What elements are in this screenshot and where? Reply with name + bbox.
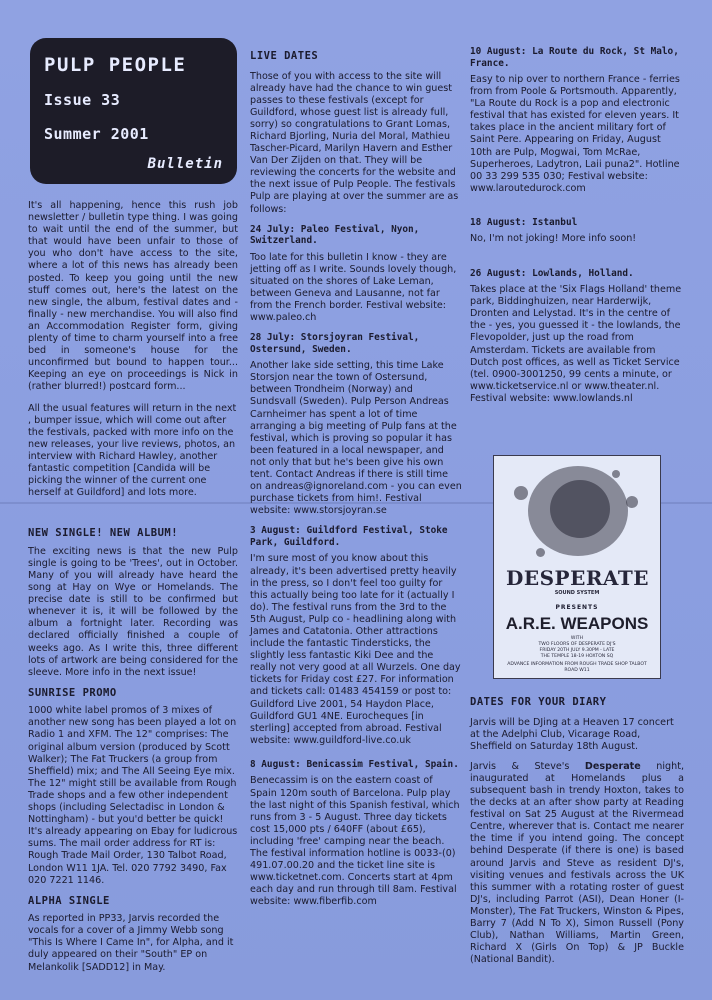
live-dates-intro: Those of you with access to the site will already have had the chance to win guest passes to these festivals (except for Guildford, whose guest list is already full, sorry) so congratulations to Grant Lomas, Richard Bjorling, Nuria del Moral, Mathieu Tascher-Picard, Marilyn Havern and Esther Van Der Zijden on that. They will be reviewing the concerts for the website and the next issue of Pulp People. The festivals Pulp are playing at over the summer are as follows: (250, 70, 459, 215)
diary-text: night, inaugurated at Homelands plus a subsequent bash in trendy Hoxton, takes to the decks at an after show party at Reading festival on Sat 25 August at the Rivermead Centre, wherever that is. Contact me nearer the time if you intend going. The concept behind Desperate (if there is one) is based around Jarvis and Steve as resident DJ's, visiting venues and festivals across the UK this summer with a rotating roster of guest DJ's, including Parrot (ASI), Dean Honer (I-Monster), The Fat Truckers, Winston & Pipes, Barry 7 (Add N To X), Simon Russell (Pony Club), Nathan Williams, Martin Green, Richard X (Girls On Top) & JP Buckle (National Bandit). (470, 760, 684, 966)
guildford-heading: 3 August: Guildford Festival, Stoke Park, Guildford. (250, 525, 448, 548)
poster-line: ADVANCE INFORMATION FROM ROUGH TRADE SHOP TALBOT ROAD W11 (507, 662, 647, 673)
ink-splatter (612, 470, 620, 478)
storsjoyran-body: Another lake side setting, this time Lake Storsjon near the town of Ostersund, between Trondheim (Norway) and Sundsvall (Sweden). Pulp Person Andreas Carnheimer has spent a lot of time arranging a big meeting of Pulp fans at the festival, which is proving so popular it has been featured in a local newspaper, and not only that but he's been give his own tent. Contact Andreas if there is still time on andreas@ignoreland.com - you can even purchase tickets from him!. Festival website: www.storsjoyran.se (250, 360, 462, 517)
istanbul-body: No, I'm not joking! More info soon! (470, 233, 637, 245)
lowlands-body: Takes place at the 'Six Flags Holland' theme park, Biddinghuizen, near Harderwijk, Dronten and Lelystad. It's in the centre of the - yes, you guessed it - the lowlands, the Flevopolder, just up the road from Amsterdam. Tickets are available from Dutch post offices, as well as Ticket Service (tel. 0900-3001250, 99 cents a minute, or www.ticketservice.nl or www.theater.nl. Festival website: www.lowlands.nl (470, 284, 682, 404)
masthead (30, 38, 237, 184)
diary-heading: DATES FOR YOUR DIARY (470, 696, 607, 708)
benicassim-body: Benecassim is on the eastern coast of Spain 120m south of Barcelona. Pulp play the last night of this Spanish festival, which runs from 3 - 5 August. Three day tickets cost 15,000 pts / 640FF (about £65), including 'free' camping near the beach. The festival information hotline is 0033-(0) 491.07.00.20 and the ticket line site is www.ticketnet.com. Concerts start at 4pm each day and run through till 8am. Festival website: www.fiberfib.com (250, 775, 460, 908)
lowlands-heading: 26 August: Lowlands, Holland. (470, 267, 634, 279)
poster-brand-sub: SOUND SYSTEM (554, 590, 600, 596)
live-dates-heading: LIVE DATES (250, 50, 319, 62)
intro-paragraph-2: All the usual features will return in the next , bumper issue, which will come out after the festivals, packed with more info on the new releases, your live reviews, photos, an interview with Richard Hawley, another fantastic competition [Candida will be picking the winner of the current one herself at Guildford] and lots more. (28, 402, 237, 499)
route-du-rock-heading: 10 August: La Route du Rock, St Malo, France. (470, 46, 679, 69)
guildford-body: I'm sure most of you know about this already, it's been advertised pretty heavily in the press, so I don't feel too guilty for this actually being too late for it (actually I do). The festival runs from the 3rd to the 5th August, Pulp co - headlining along with James and Catatonia. Other attractions include the fantastic Tindersticks, the slightly less fantastic Kiki Dee and the really not very good at all Wurzels. One day tickets for Friday cost £27. For information and tickets call: 01483 454159 or post to: Guildford Live 2001, 54 Haydon Place, Guildford GU1 4NE. Eurocheques [in sterling] accepted from abroad. Festival website: www.guildford-live.co.uk (250, 553, 461, 746)
diary-text: Jarvis & Steve's (470, 760, 585, 772)
poster-presents: PRESENTS (555, 604, 599, 611)
poster-line: THE TEMPLE 18-19 HOXTON SQ (540, 654, 614, 659)
diary-paragraph-2 (470, 761, 684, 967)
intro-paragraph: It's all happening, hence this rush job newsletter / bulletin type thing. I was going to wait until the end of the summer, but that would have been unfair to those of you who don't have access to the site, where a lot of this news has already been posted. To keep you going until the new stuff comes out, here's the latest on the new single, the album, festival dates and - finally - new merchandise. You will also find an Accommodation Register form, giving plenty of time to charm yourself into a free bed in someone's house for the unconfirmed but bound to happen tour... Keeping an eye on proceedings is Nick in (rather blurred!) postcard form... (28, 200, 238, 393)
masthead-issue: Issue 33 (44, 91, 121, 109)
sunrise-body: 1000 white label promos of 3 mixes of another new song has been played a lot on Radio 1 and XFM. The 12" comprises: The original album version (produced by Scott Walker); The Fat Truckers (a group from Sheffield) mix; and The All Seeing Eye mix. The 12" might still be available from Rough Trade shops and a few other independent shops (including Selectadisc in London & Nottingham) - but you'd better be quick! It's already appearing on Ebay for ludicrous sums. The mail order address for RT is: Rough Trade Mail Order, 130 Talbot Road, London W11 1JA. Tel. 020 7792 3490, Fax 020 7221 1146. (28, 705, 238, 886)
diary-paragraph-1: Jarvis will be DJing at a Heaven 17 concert at the Adelphi Club, Vicarage Road, Sheffield on Saturday 18th August. (470, 716, 674, 752)
alpha-body: As reported in PP33, Jarvis recorded the vocals for a cover of a Jimmy Webb song "This Is Where I Came In", for Alpha, and it duly appeared on their "South" EP on Melankolik [SADD12] in May. (28, 913, 234, 973)
poster-act: A.R.E. WEAPONS (505, 614, 649, 633)
paleo-heading: 24 July: Paleo Festival, Nyon, Switzerland. (250, 223, 420, 247)
column-left (28, 200, 238, 974)
route-du-rock-body: Easy to nip over to northern France - ferries from from Poole & Portsmouth. Apparently, "La Route du Rock is a pop and electronic festival that has existed for eleven years. It takes place in the ancient military fort of Saint Pere. Appearing on Friday, August 10th are Pulp, Mogwai, Tom McRae, Superheroes, Ladytron, Laii puna2". Hotline 00 33 299 535 030; Festival website: www.laroutedurock.com (470, 74, 680, 194)
ink-splatter (536, 548, 545, 557)
paleo-body: Too late for this bulletin I know - they are jetting off as I write. Sounds lovely though, situated on the shores of Lake Leman, between Geneva and Lausanne, not far from the French border. Festival website: www.paleo.ch (250, 251, 457, 324)
istanbul-heading: 18 August: Istanbul (470, 216, 578, 228)
poster-brand: DESPERATE (506, 566, 649, 590)
poster-line: TWO FLOORS OF DESPERATE DJ'S (538, 642, 616, 647)
new-single-body: The exciting news is that the new Pulp single is going to be 'Trees', out in October. Many of you will already have heard the song at Hay on Wye or Homelands. The precise date is still to be confirmed but whenever it is, it will be followed by the album a fortnight later. Recording was declared officially finished a couple of weeks ago. As I write this, three different lots of artwork are being considered for the sleeve. More info in the next issue! (28, 545, 238, 678)
masthead-title: PULP PEOPLE (44, 54, 187, 76)
column-right (470, 46, 684, 405)
desperate-poster-image (493, 455, 661, 679)
poster-line: FRIDAY 20TH JULY 9.30PM - LATE (539, 648, 615, 653)
ink-splatter (550, 480, 610, 538)
ink-splatter (514, 486, 528, 500)
storsjoyran-heading: 28 July: Storsjoyran Festival, Ostersund, Sweden. (250, 332, 420, 355)
benicassim-heading: 8 August: Benicassim Festival, Spain. (250, 758, 459, 770)
masthead-season: Summer 2001 (44, 125, 149, 143)
poster-line: WITH (570, 636, 584, 641)
new-single-heading: NEW SINGLE! NEW ALBUM! (28, 527, 179, 540)
diary-section (470, 696, 684, 966)
desperate-emphasis: Desperate (584, 760, 641, 772)
masthead-subtitle: Bulletin (147, 156, 223, 172)
column-middle (250, 50, 462, 908)
sunrise-heading: SUNRISE PROMO (28, 686, 117, 699)
alpha-heading: ALPHA SINGLE (28, 894, 110, 907)
ink-splatter (626, 496, 638, 508)
